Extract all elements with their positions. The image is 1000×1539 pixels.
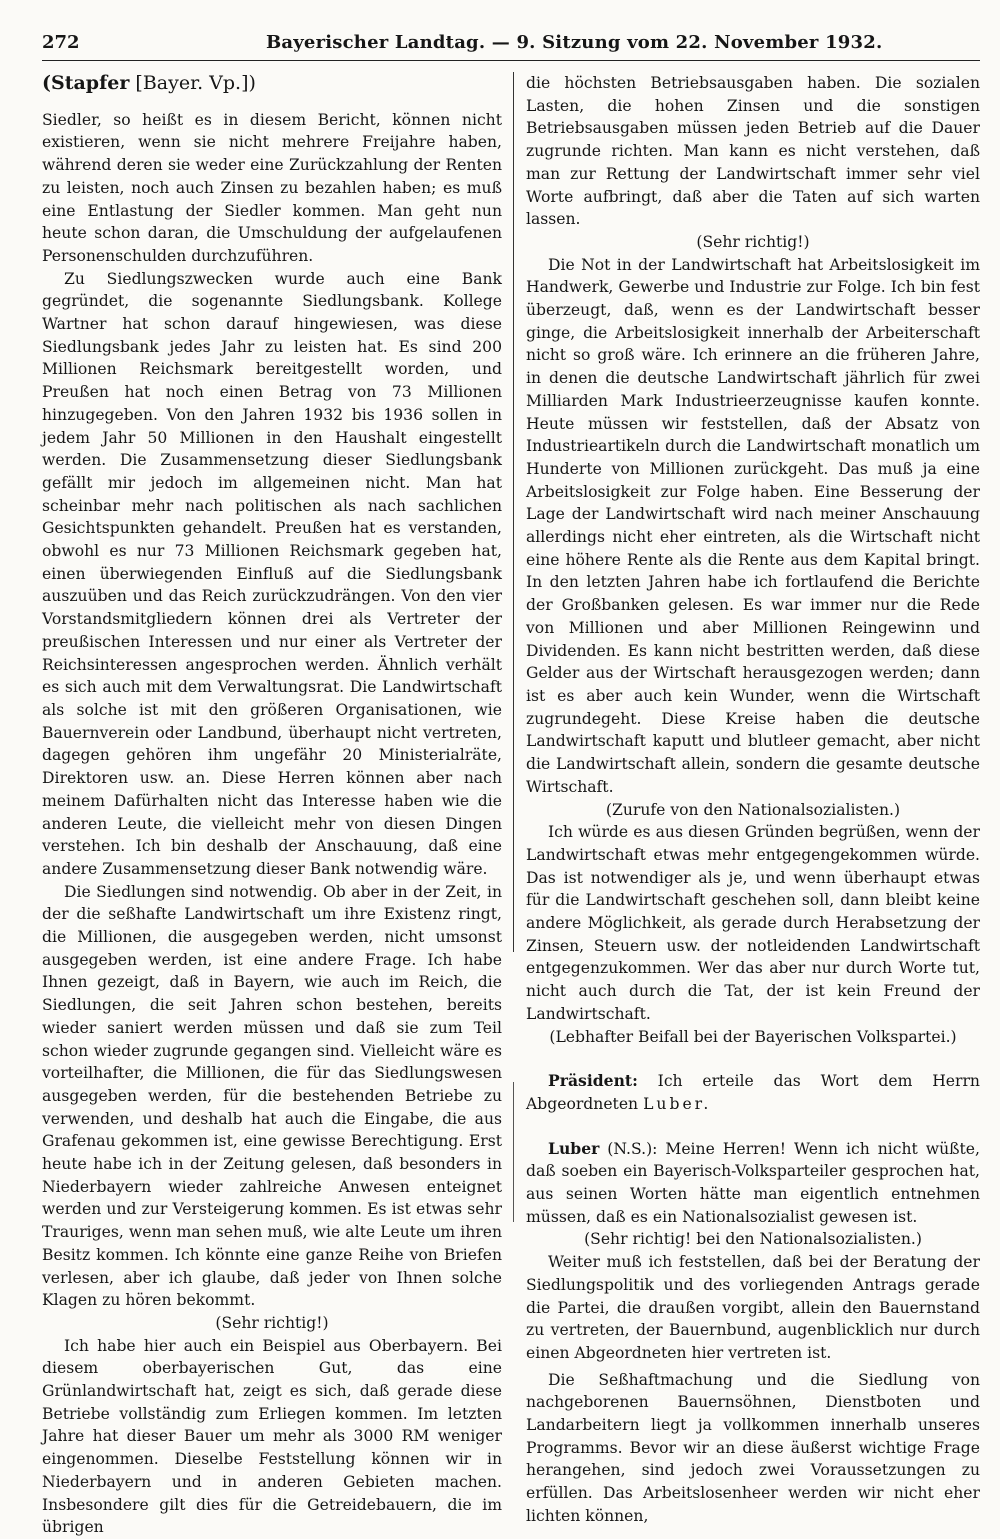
interjection: (Zurufe von den Nationalsozialisten.) xyxy=(605,800,901,819)
president-statement xyxy=(526,1070,980,1115)
column-rule xyxy=(513,72,514,952)
left-column xyxy=(42,72,502,1539)
page-header xyxy=(42,30,980,61)
page-number: 272 xyxy=(42,32,80,53)
speaker-label: Präsident: xyxy=(548,1071,638,1091)
paragraph: Ich habe hier auch ein Beispiel aus Oberbayern. Bei diesem oberbayerischen Gut, das eine Grünlandwirtschaft hat, zeigt es sich, daß gerade diese Betriebe vollständig zum Erliegen kommen. Im letzten Jahre hat dieser Bauer um mehr als 3000 RM weniger eingenommen. Dieselbe Feststellung können wir in Niederbayern und in anderen Gebieten machen. Insbesondere gilt dies für die Getreidebauern, die im übrigen xyxy=(42,1336,502,1537)
luber-statement xyxy=(526,1138,980,1229)
right-column xyxy=(526,72,980,1528)
speaker-name: (Stapfer xyxy=(42,72,130,94)
paragraph: Weiter muß ich feststellen, daß bei der Beratung der Siedlungspolitik und des vorliegenden Antrags gerade die Partei, die draußen vorgibt, allein den Bauernstand zu vertreten, der Bauernbund, augenblicklich nur durch einen Abgeordneten hier vertreten ist. xyxy=(526,1253,980,1362)
statement-text: Meine Herren! Wenn ich nicht wüßte, daß soeben ein Bayerisch-Volksparteiler gesprochen hat, aus seinen Worten hätte man eigentlich entnehmen müssen, daß es ein Nationalsozialist gewesen ist. xyxy=(526,1139,980,1226)
speaker-name-spaced: Luber. xyxy=(643,1094,712,1113)
paragraph: Die Seßhaftmachung und die Siedlung von nachgeborenen Bauernsöhnen, Dienstboten und Landarbeitern liegt ja vollkommen innerhalb unseres Programms. Bevor wir an diese äußerst wichtige Frage herangehen, sind jedoch zwei Voraussetzungen zu erfüllen. Das Arbeitslosenheer werden wir nicht eher lichten können, xyxy=(526,1370,980,1525)
speaker-party: [Bayer. Vp.]) xyxy=(135,72,256,94)
speaker-heading xyxy=(42,72,502,95)
paragraph: Siedler, so heißt es in diesem Bericht, können nicht existieren, wenn sie nicht mehrere Freijahre haben, während deren sie weder eine Zurückzahlung der Renten zu leisten, noch auch Zinsen zu bezahlen haben; es muß eine Entlastung der Siedler kommen. Man geht nun heute schon daran, die Umschuldung der aufgelaufenen Personenschulden durchzuführen. xyxy=(42,110,502,265)
paragraph: Die Not in der Landwirtschaft hat Arbeitslosigkeit im Handwerk, Gewerbe und Industrie zur Folge. Ich bin fest überzeugt, daß, wenn es der Landwirtschaft besser ginge, die Arbeitslosigkeit innerhalb der Arbeiterschaft nicht so groß wäre. Ich erinnere an die früheren Jahre, in denen die deutsche Landwirtschaft jährlich für zwei Milliarden Mark Industrieerzeugnisse kaufen konnte. Heute müssen wir feststellen, daß der Absatz von Industrieartikeln durch die Landwirtschaft monatlich um Hunderte von Millionen zurückgeht. Das muß ja eine Arbeitslosigkeit zur Folge haben. Eine Besserung der Lage der Landwirtschaft wird nach meiner Anschauung allerdings nicht eher eintreten, als die Wirtschaft nicht eine höhere Rente als die Rente aus dem Kapital bringt. In den letzten Jahren habe ich fortlaufend die Berichte der Großbanken gelesen. Es war immer nur die Rede von Millionen und aber Millionen Reingewinn und Dividenden. Es kann nicht bestritten werden, daß diese Gelder aus der Wirtschaft herausgezogen werden; dann ist es aber auch kein Wunder, wenn die Wirtschaft zugrundegeht. Diese Kreise haben die deutsche Landwirtschaft kaputt und blutleer gemacht, aber nicht die Landwirtschaft allein, sondern die gesamte deutsche Wirtschaft. xyxy=(526,255,980,796)
column-rule-lower xyxy=(513,1082,514,1222)
interjection: (Sehr richtig!) xyxy=(215,1313,329,1332)
paragraph: Die Siedlungen sind notwendig. Ob aber in der Zeit, in der die seßhafte Landwirtschaft um ihre Existenz ringt, die Millionen, die ausgegeben werden, nicht umsonst ausgegeben werden, ist eine andere Frage. Ich habe Ihnen gezeigt, daß in Bayern, wie auch im Reich, die Siedlungen, die seit Jahren schon bestehen, bereits wieder saniert werden müssen und daß sie zum Teil schon wieder zugrunde gegangen sind. Vielleicht wäre es vorteilhafter, die Millionen, die für das Siedlungswesen ausgegeben werden, für die bestehenden Betriebe zu verwenden, und deshalb hat auch die Eingabe, die aus Grafenau gekommen ist, eine gewisse Berechtigung. Erst heute habe ich in der Zeitung gelesen, daß besonders in Niederbayern wieder zahlreiche Anwesen enteignet werden und zur Versteigerung kommen. Es ist etwas sehr Trauriges, wenn man sehen muß, wie alte Leute um ihren Besitz kommen. Ich könnte eine ganze Reihe von Briefen verlesen, aber ich glaube, daß jeder von Ihnen solche Klagen zu hören bekommt. xyxy=(42,882,502,1310)
paragraph: Ich würde es aus diesen Gründen begrüßen, wenn der Landwirtschaft etwas mehr entgegengekommen würde. Das ist notwendiger als je, und wenn überhaupt etwas für die Landwirtschaft geschehen soll, dann bleibt keine andere Möglichkeit, als gerade durch Herabsetzung der Zinsen, Steuern usw. der notleidenden Landwirtschaft entgegenzukommen. Wer das aber nur durch Worte tut, nicht auch durch die Tat, der ist kein Freund der Landwirtschaft. xyxy=(526,823,980,1023)
running-title: Bayerischer Landtag. — 9. Sitzung vom 22. November 1932. xyxy=(266,32,883,53)
interjection: (Sehr richtig! bei den Nationalsozialisten.) xyxy=(584,1230,922,1249)
paragraph: die höchsten Betriebsausgaben haben. Die sozialen Lasten, die hohen Zinsen und die sonstigen Betriebsausgaben müssen jeden Betrieb auf die Dauer zugrunde richten. Man kann es nicht verstehen, daß man zur Rettung der Landwirtschaft immer sehr viel Worte aufbringt, daß aber die Taten auf sich warten lassen. xyxy=(526,74,980,229)
text-columns xyxy=(42,72,980,1537)
speaker-label: Luber xyxy=(548,1138,600,1158)
paragraph: Zu Siedlungszwecken wurde auch eine Bank gegründet, die sogenannte Siedlungsbank. Kollege Wartner hat schon darauf hingewiesen, was diese Siedlungsbank jedes Jahr zu leisten hat. Es sind 200 Millionen Reichsmark bereitgestellt worden, und Preußen hat noch einen Betrag von 73 Millionen hinzugegeben. Von den Jahren 1932 bis 1936 sollen in jedem Jahr 50 Millionen in den Haushalt eingestellt werden. Die Zusammensetzung dieser Siedlungsbank gefällt mir jedoch im allgemeinen nicht. Man hat scheinbar mehr nach politischen als nach sachlichen Gesichtspunkten gehandelt. Preußen hat es verstanden, obwohl es nur 73 Millionen Reichsmark gegeben hat, einen überwiegenden Einfluß auf die Siedlungsbank auszuüben und das Reich zurückzudrängen. Von den vier Vorstandsmitgliedern können drei als Vertreter der preußischen Interessen und nur einer als Vertreter der Reichsinteressen angesprochen werden. Ähnlich verhält es sich auch mit dem Verwaltungsrat. Die Landwirtschaft als solche ist mit den größeren Organisationen, wie Bauernverein oder Landbund, überhaupt nicht vertreten, dagegen gehören ihm ungefähr 20 Ministerialräte, Direktoren usw. an. Diese Herren können aber nach meinem Dafürhalten nicht das Interesse haben wie die anderen Leute, die vielleicht mehr von diesen Dingen verstehen. Ich bin deshalb der Anschauung, daß eine andere Zusammensetzung dieser Bank notwendig wäre. xyxy=(42,269,502,878)
interjection: (Sehr richtig!) xyxy=(696,232,810,251)
interjection: (Lebhafter Beifall bei der Bayerischen Volkspartei.) xyxy=(549,1027,957,1046)
speaker-party: (N.S.): xyxy=(607,1139,658,1158)
statement-text: Ich erteile das Wort dem Herrn Abgeordneten xyxy=(526,1072,980,1113)
